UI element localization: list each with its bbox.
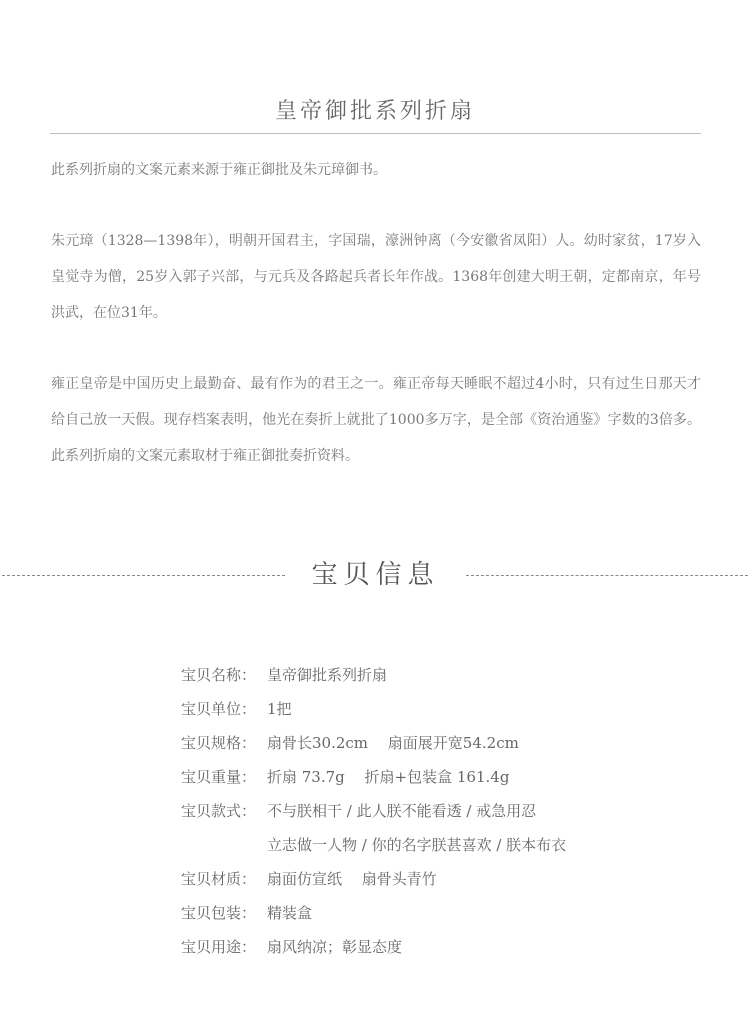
spec-value: 立志做一人物 / 你的名字朕甚喜欢 / 朕本布衣 (267, 836, 567, 854)
spec-label: 宝贝款式： (181, 802, 257, 820)
spec-row-weight (181, 760, 701, 794)
section-header (0, 556, 750, 596)
spec-value: 1把 (267, 700, 292, 718)
spec-value: 折扇 73.7g 折扇+包装盒 161.4g (267, 768, 510, 786)
spec-label: 宝贝单位： (181, 700, 257, 718)
intro-paragraph-yongzheng: 雍正皇帝是中国历史上最勤奋、最有作为的君王之一。雍正帝每天睡眠不超过4小时，只有过生日那天才给自己放一天假。现存档案表明，他光在奏折上就批了1000多万字，是全部《资治通鉴》字数的3倍多。此系列折扇的文案元素取材于雍正御批奏折资料。 (51, 376, 701, 464)
spec-label: 宝贝名称： (181, 666, 257, 684)
spec-label: 宝贝材质： (181, 870, 257, 888)
spec-value: 不与朕相干 / 此人朕不能看透 / 戒急用忍 (267, 802, 537, 820)
spec-label: 宝贝重量： (181, 768, 257, 786)
section-title: 宝贝信息 (311, 560, 440, 590)
spec-list (181, 658, 701, 964)
dashed-divider-right (466, 575, 748, 576)
spec-value: 皇帝御批系列折扇 (267, 666, 388, 684)
spec-row-packaging (181, 896, 701, 930)
spec-row-unit (181, 692, 701, 726)
spec-value: 扇骨长30.2cm 扇面展开宽54.2cm (267, 734, 519, 752)
spec-value: 精装盒 (267, 904, 313, 922)
spec-row-usage (181, 930, 701, 964)
dashed-divider-left (2, 575, 285, 576)
intro-paragraph-source: 此系列折扇的文案元素来源于雍正御批及朱元璋御书。 (51, 162, 387, 178)
spec-label: 宝贝规格： (181, 734, 257, 752)
spec-row-style-continued (181, 828, 701, 862)
spec-row-material (181, 862, 701, 896)
intro-paragraph-zhu-yuanzhang: 朱元璋（1328—1398年），明朝开国君主，字国瑞，濠洲钟离（今安徽省凤阳）人。幼时家贫，17岁入皇觉寺为僧，25岁入郭子兴部，与元兵及各路起兵者长年作战。1368年创建大明王朝，定都南京，年号洪武，在位31年。 (51, 233, 701, 321)
spec-value: 扇风纳凉；彰显态度 (267, 938, 403, 956)
page-title: 皇帝御批系列折扇 (274, 99, 475, 124)
spec-row-name (181, 658, 701, 692)
spec-label: 宝贝包装： (181, 904, 257, 922)
spec-row-style (181, 794, 701, 828)
spec-row-size (181, 726, 701, 760)
title-divider (50, 133, 701, 134)
spec-label: 宝贝用途： (181, 938, 257, 956)
spec-value: 扇面仿宣纸 扇骨头青竹 (267, 870, 437, 888)
